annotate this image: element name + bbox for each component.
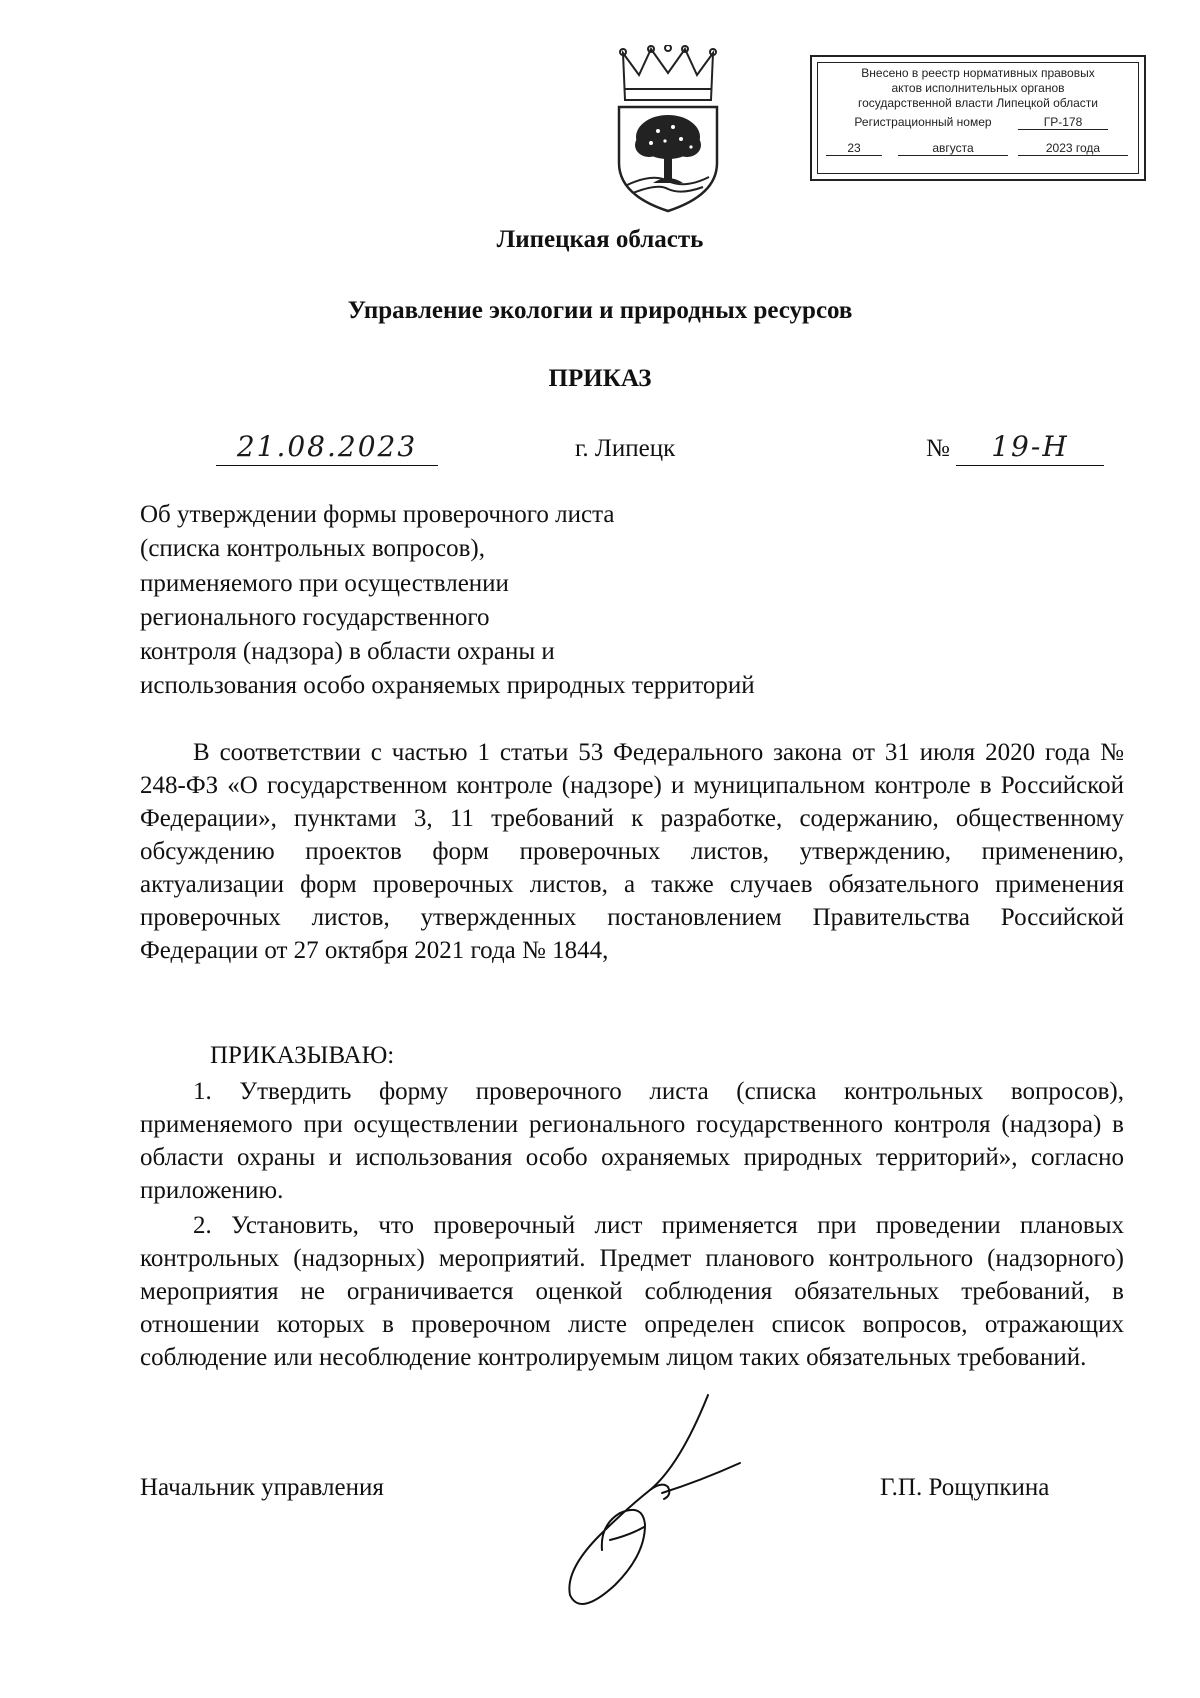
handwritten-signature xyxy=(540,1385,770,1615)
coat-of-arms-icon xyxy=(613,45,723,215)
stamp-line-2: актов исполнительных органов xyxy=(891,81,1065,95)
subject-line: регионального государственного xyxy=(140,603,490,631)
subject-line: Об утверждении формы проверочного листа xyxy=(140,501,615,528)
subject-line: использования особо охраняемых природных территорий xyxy=(140,672,755,700)
department-title: Управление экологии и природных ресурсов xyxy=(347,297,853,324)
preamble-paragraph: В соответствии с частью 1 статьи 53 Федерального закона от 31 июля 2020 года № 248-ФЗ «О государственном контроле (надзоре) и муниципальном контроле в Российской Федерации», пунктами 3, 11 требований к разработке, содержанию, общественному обсуждению проектов форм проверочных листов, утверждению, применению, актуализации форм проверочных листов, а также случаев обязательного применения проверочных листов, утвержденных постановлением Правительства Российской Федерации от 27 октября 2021 года № 1844, xyxy=(140,739,1124,964)
subject-line: применяемого при осуществлении xyxy=(140,569,509,597)
order-number-label: № xyxy=(926,435,950,462)
order-date: 21.08.2023 xyxy=(216,430,438,466)
stamp-line-3: государственной власти Липецкой области xyxy=(857,96,1099,110)
document-type: ПРИКАЗ xyxy=(548,365,652,392)
order-item-2: 2. Установить, что проверочный лист применяется при проведении плановых контрольных (надзорных) мероприятий. Предмет планового контрольного (надзорного) мероприятия не ограничивается оценкой соблюдения обязательных требований, в отношении которых в проверочном листе определен список вопросов, отражающих соблюдение или несоблюдение контролируемым лицом таких обязательных требований. xyxy=(140,1212,1124,1371)
signatory-name: Г.П. Рощупкина xyxy=(880,1474,1050,1501)
order-item-1: 1. Утвердить форму проверочного листа (списка контрольных вопросов), применяемого при осуществлении регионального государственного контроля (надзора) в области охраны и использования особо охраняемых природных территорий», согласно приложению. xyxy=(140,1078,1124,1204)
stamp-year: 2023 года xyxy=(1018,141,1128,156)
subject-line: контроля (надзора) в области охраны и xyxy=(140,638,555,666)
order-subject xyxy=(140,498,755,704)
region-title: Липецкая область xyxy=(496,226,704,253)
subject-line: (списка контрольных вопросов), xyxy=(140,535,485,563)
stamp-line-1: Внесено в реестр нормативных правовых xyxy=(861,66,1095,80)
stamp-reg-number: ГР-178 xyxy=(1018,115,1108,130)
stamp-day: 23 xyxy=(826,141,882,156)
order-word: ПРИКАЗЫВАЮ: xyxy=(210,1042,395,1069)
registration-stamp xyxy=(810,55,1146,181)
signatory-position: Начальник управления xyxy=(140,1474,384,1501)
order-city: г. Липецк xyxy=(575,435,676,462)
order-number: 19-Н xyxy=(956,430,1104,466)
stamp-month: августа xyxy=(898,141,1008,156)
stamp-reg-label: Регистрационный номер xyxy=(854,115,992,129)
